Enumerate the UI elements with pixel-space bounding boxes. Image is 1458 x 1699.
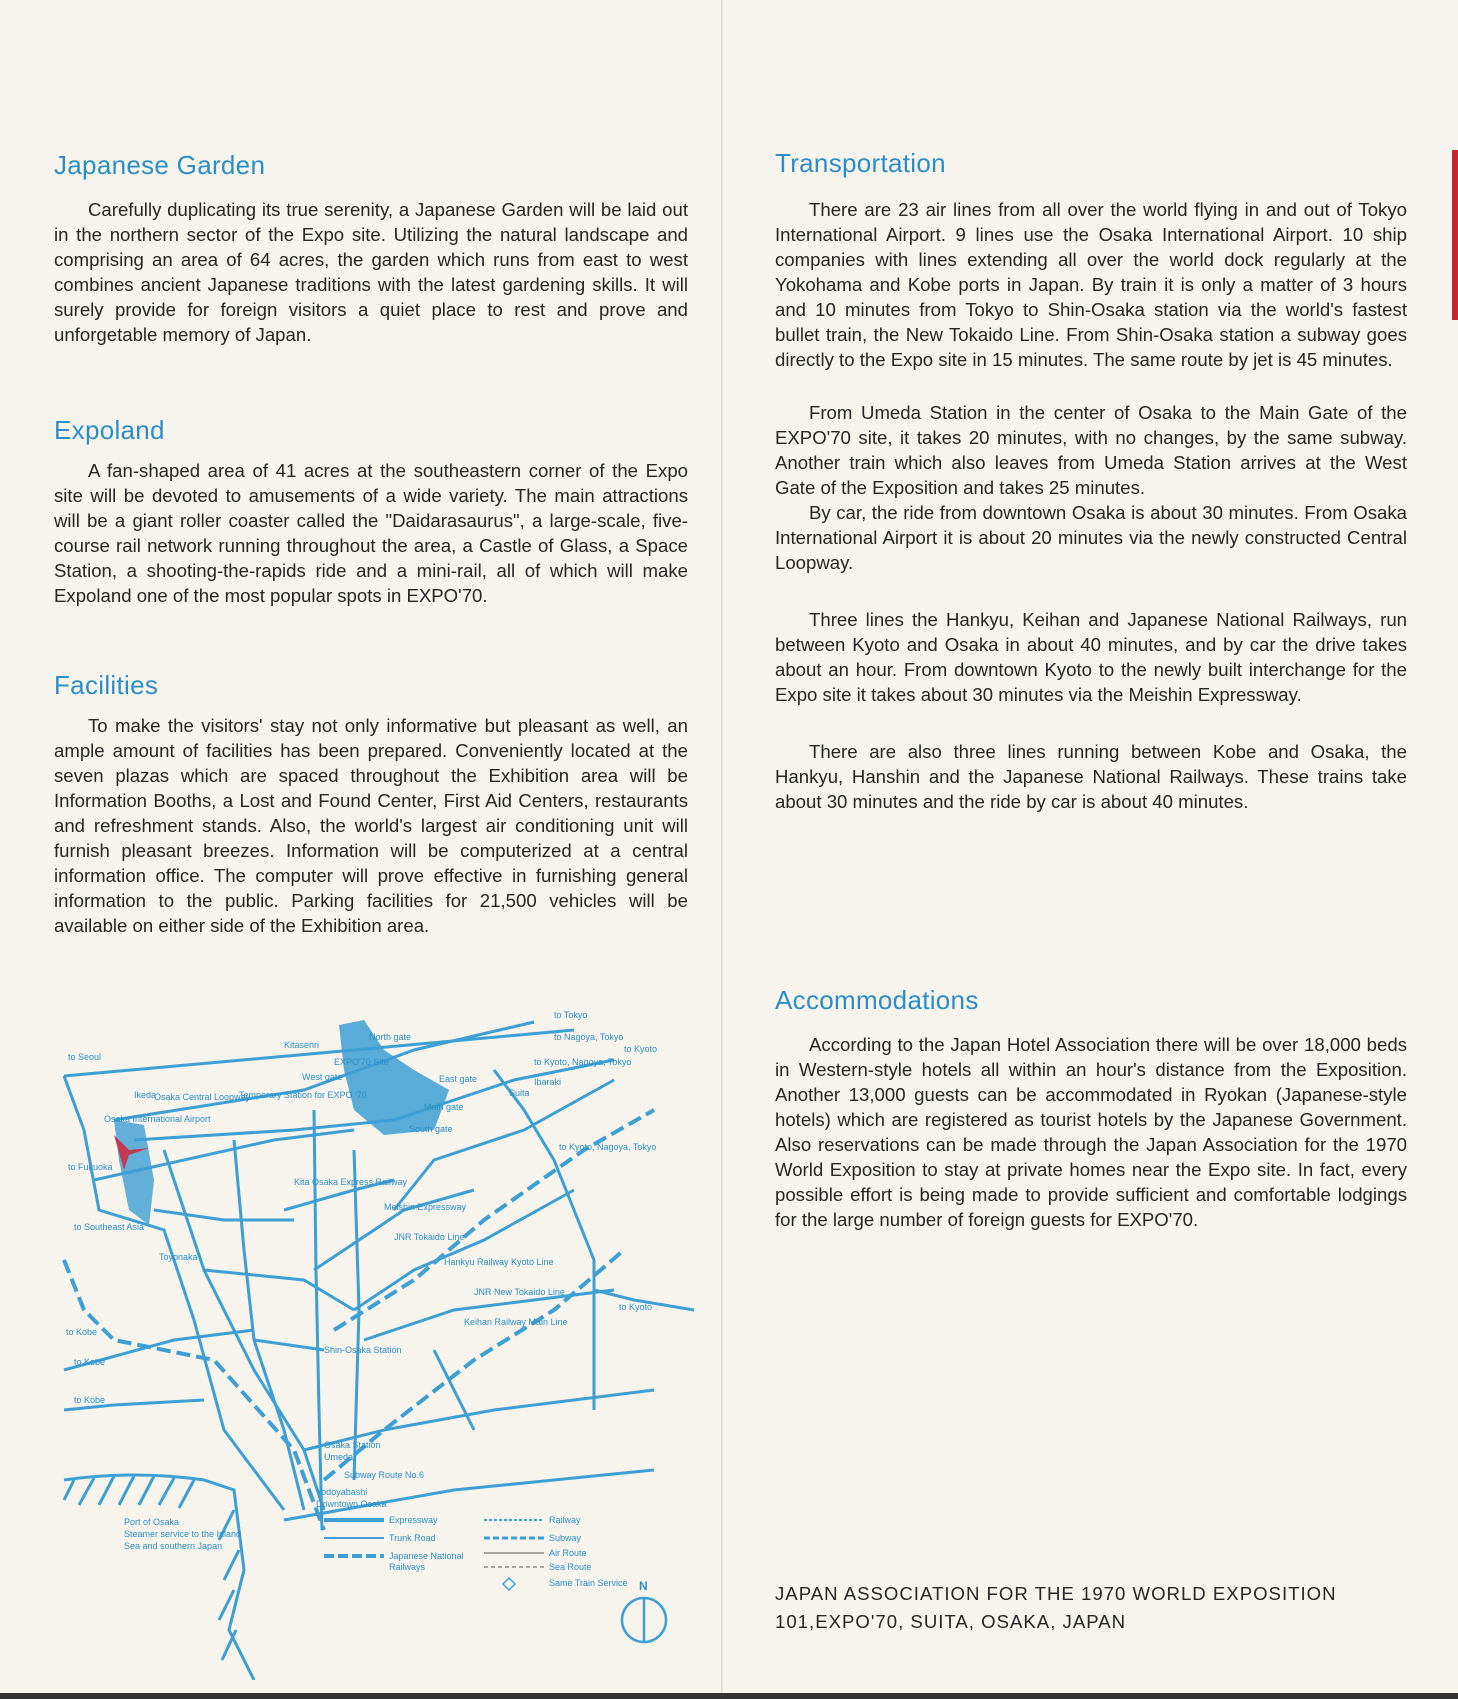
map-label-to-kyoto-2: to Kyoto, Nagoya, Tokyo — [559, 1142, 657, 1152]
map-label-steamer-service: Steamer service to the Inland — [124, 1529, 242, 1539]
map-label-kitasenri: Kitasenri — [284, 1040, 320, 1050]
map-label-keihan: Keihan Railway Main Line — [464, 1317, 568, 1327]
japanese-garden-section — [54, 150, 688, 347]
map-label-to-nagoya-tokyo: to Nagoya, Tokyo — [554, 1032, 624, 1042]
japanese-garden-heading: Japanese Garden — [54, 150, 266, 180]
transportation-section — [775, 148, 1407, 814]
facilities-heading: Facilities — [54, 670, 159, 700]
transportation-text-5: There are also three lines running between Kobe and Osaka, the Hankyu, Hanshin and the Japanese National Railways. These trains take about 30 minutes and the ride by car is about 40 minutes. — [775, 741, 1407, 812]
map-label-suita: Suita — [509, 1088, 530, 1098]
legend-expressway: Expressway — [389, 1515, 438, 1525]
map-label-to-fukuoka: to Fukuoka — [68, 1162, 113, 1172]
map-label-kita-osaka-express: Kita Osaka Express Railway — [294, 1177, 408, 1187]
map-label-ibaraki: Ibaraki — [534, 1077, 562, 1087]
map-label-east-gate: East gate — [439, 1074, 478, 1084]
map-label-to-kyoto-nagoya-tokyo: to Kyoto, Nagoya, Tokyo — [534, 1057, 632, 1067]
transportation-text-1: There are 23 air lines from all over the world flying in and out of Tokyo International Airport. 9 lines use the Osaka International Airport. 10 ship companies with lines extending all over the world dock regularly at the Yokohama and Kobe ports in Japan. By train it is only a matter of 3 hours and 10 minutes from Tokyo to Shin-Osaka station via the world's fastest bullet train, the New Tokaido Line. From Shin-Osaka station a subway goes directly to the Expo site in 15 minutes. The same route by jet is 45 minutes. — [775, 199, 1407, 370]
map-label-to-se-asia: to Southeast Asia — [74, 1222, 145, 1232]
transportation-text-2: From Umeda Station in the center of Osaka to the Main Gate of the EXPO'70 site, it takes 20 minutes, with no changes, by the same subway. Another train which also leaves from Umeda Station arrives at the West Gate of the Exposition and takes 25 minutes. — [775, 402, 1407, 498]
map-label-port-of-osaka: Port of Osaka — [124, 1517, 180, 1527]
association-address — [775, 1580, 1407, 1636]
transportation-heading: Transportation — [775, 148, 946, 178]
map-label-to-kobe-3: to Kobe — [74, 1395, 106, 1405]
transportation-text-3: By car, the ride from downtown Osaka is about 30 minutes. From Osaka International Airport it is about 20 minutes via the newly constructed Central Loopway. — [775, 502, 1407, 573]
transportation-text-4: Three lines the Hankyu, Keihan and Japanese National Railways, run between Kyoto and Osaka in about 40 minutes, and by car the drive takes about an hour. From downtown Kyoto to the newly built interchange for the Expo site it takes about 30 minutes via the Meishin Expressway. — [775, 609, 1407, 705]
expoland-text: A fan-shaped area of 41 acres at the southeastern corner of the Expo site will be devoted to amusements of a wide variety. The main attractions will be a giant roller coaster called the "Daidarasaurus", a large-scale, five-course rail network running throughout the area, a Castle of Glass, a Space Station, a shooting-the-rapids ride and a mini-rail, all of which will make Expoland one of the most popular spots in EXPO'70. — [54, 460, 688, 606]
legend-trunk-road: Trunk Road — [389, 1533, 436, 1543]
map-label-ikeda: Ikeda — [134, 1090, 157, 1100]
japanese-garden-text: Carefully duplicating its true serenity, a Japanese Garden will be laid out in the northern sector of the Expo site. Utilizing the natural landscape and comprising an area of 64 acres, the garden which runs from east to west combines ancient Japanese traditions with the latest gardening skills. It will surely provide for foreign visitors a quiet place to rest and prove and unforgetable memory of Japan. — [54, 199, 688, 345]
map-label-umeda: Umeda — [324, 1452, 354, 1462]
address-line-2: 101,EXPO'70, SUITA, OSAKA, JAPAN — [775, 1611, 1127, 1632]
legend-jnr-1: Japanese National — [389, 1551, 464, 1561]
legend-subway: Subway — [549, 1533, 582, 1543]
expoland-section — [54, 415, 688, 608]
bottom-edge — [0, 1693, 1458, 1699]
facilities-text: To make the visitors' stay not only informative but pleasant as well, an ample amount of facilities has been prepared. Conveniently located at the seven plazas which are spaced throughout the Exhibition area will be Information Booths, a Lost and Found Center, First Aid Centers, restaurants and refreshment stands. Also, the world's largest air conditioning unit will furnish pleasant breezes. Information will be computerized at a central information office. The computer will prove effective in furnishing general information to the public. Parking facilities for 21,500 vehicles will be available on either side of the Exhibition area. — [54, 715, 688, 936]
compass-north-label: N — [639, 1579, 648, 1593]
map-label-main-gate: Main gate — [424, 1102, 464, 1112]
map-label-central-loopway: Osaka Central Loopway — [154, 1092, 251, 1102]
map-label-to-seoul: to Seoul — [68, 1052, 102, 1062]
map-label-west-gate: West gate — [302, 1072, 343, 1082]
legend-jnr-2: Railways — [389, 1562, 426, 1572]
expoland-heading: Expoland — [54, 415, 165, 445]
accommodations-heading: Accommodations — [775, 985, 979, 1015]
route-map — [54, 1010, 694, 1680]
map-label-temporary-station: Temporary Station for EXPO '70 — [239, 1090, 367, 1100]
legend-railway: Railway — [549, 1515, 581, 1525]
map-label-shin-osaka: Shin-Osaka Station — [324, 1345, 402, 1355]
map-label-osaka-station: Osaka Station — [324, 1440, 381, 1450]
red-edge-mark — [1452, 150, 1458, 320]
map-label-to-tokyo: to Tokyo — [554, 1010, 588, 1020]
map-label-to-kobe-2: to Kobe — [74, 1357, 106, 1367]
map-label-north-gate: North gate — [369, 1032, 412, 1042]
left-page — [0, 0, 723, 1699]
facilities-section — [54, 670, 688, 938]
address-line-1: JAPAN ASSOCIATION FOR THE 1970 WORLD EXPOSITION — [775, 1583, 1337, 1604]
map-label-to-kyoto-a: to Kyoto — [624, 1044, 658, 1054]
map-label-jnr-new-tokaido: JNR New Tokaido Line — [474, 1287, 565, 1297]
legend-same-train: Same Train Service — [549, 1578, 628, 1588]
map-label-toyonaka: Toyonaka — [159, 1252, 198, 1262]
map-label-meishin: Meishin Expressway — [384, 1202, 467, 1212]
map-label-yodoyabashi: Yodoyabashi — [316, 1487, 368, 1497]
map-label-osaka-airport: Osaka International Airport — [104, 1114, 211, 1124]
accommodations-section — [775, 985, 1407, 1232]
map-label-to-kobe-1: to Kobe — [66, 1327, 98, 1337]
right-page — [723, 0, 1458, 1699]
map-label-expo-site: EXPO'70 Site — [334, 1057, 389, 1067]
map-label-to-kyoto-b: to Kyoto — [619, 1302, 653, 1312]
map-label-jnr-tokaido: JNR Tokaido Line — [394, 1232, 465, 1242]
accommodations-text: According to the Japan Hotel Association there will be over 18,000 beds in Western-style hotels all within an hour's distance from the Exposition. Another 13,000 guests can be accommodated in Ryokan (Japanese-style hotels) which are registered as tourist hotels by the Japanese Government. Also reservations can be made through the Japan Association for the 1970 World Exposition to stay at private homes near the Expo site. In fact, every possible effort is being made to provide sufficient and comfortable lodgings for the large number of foreign guests for EXPO'70. — [775, 1034, 1407, 1230]
map-label-hankyu-kyoto: Hankyu Railway Kyoto Line — [444, 1257, 554, 1267]
legend-sea-route: Sea Route — [549, 1562, 592, 1572]
map-label-downtown-osaka: Downtown Osaka — [316, 1499, 387, 1509]
legend-air-route: Air Route — [549, 1548, 587, 1558]
map-label-south-gate: South gate — [409, 1124, 453, 1134]
map-label-subway-route: Subway Route No.6 — [344, 1470, 425, 1480]
map-label-sea-southern-japan: Sea and southern Japan — [124, 1541, 223, 1551]
